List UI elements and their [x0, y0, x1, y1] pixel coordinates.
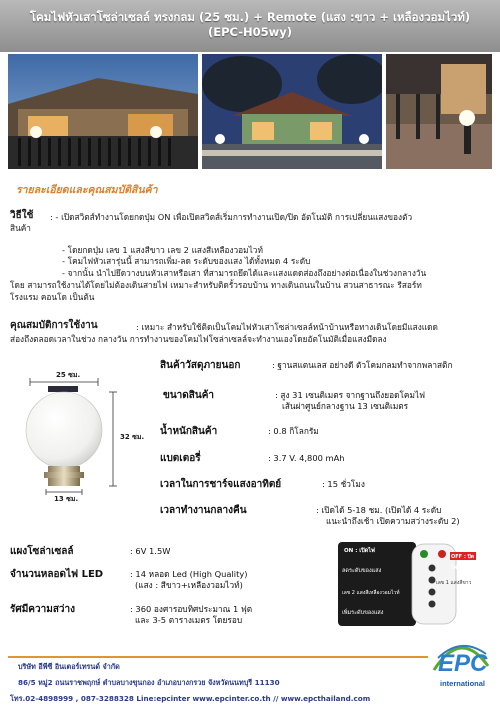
epc-logo [428, 636, 494, 692]
photo-house-night [8, 54, 198, 169]
usage-line1: : - เปิดสวิตส์ทำงานโดยกดปุ่ม ON เพื่อเปิดสวิตส์เริ่มการทำงานเปิด/ปิด อัตโนมัติ การเปลี่ยนแสงของตัว [50, 212, 413, 222]
logo-sub: international [440, 679, 486, 688]
page-title: โคมไฟหัวเสาโซล่าเซลล์ ทรงกลม (25 ซม.) + Remote (แสง :ขาว + เหลืองวอมไวท์) [29, 10, 471, 24]
remote-off-label: OFF : ปิดไฟ [451, 554, 474, 571]
battery-label: แบตเตอรี่ [160, 453, 201, 464]
night-label: เวลาทำงานกลางคืน [160, 505, 247, 516]
remote-on-button [420, 550, 428, 558]
usage-line6: โรงแรม คอนโด เป็นต้น [10, 292, 95, 302]
photo-walkway [386, 54, 492, 169]
section-title: รายละเอียดและคุณสมบัติสินค้า [16, 184, 158, 196]
remote-on-label: ON : เปิดไฟ [344, 548, 375, 554]
remote-increase-label: เพิ่มระดับของแสง [342, 610, 384, 616]
usage-block [10, 210, 33, 221]
weight-label: น้ำหนักสินค้า [160, 426, 218, 437]
footer-company: บริษัท อีพีซี อินเตอร์เทรนด์ จำกัด [18, 662, 120, 671]
usage-line2: - โดยกดปุ่ม เลข 1 แสงสีขาว เลข 2 แสงสีเหลืองวอมไวท์ [62, 245, 263, 255]
width-dimension: 25 ซม. [56, 371, 81, 379]
usage-label: วิธีใช้ [10, 210, 34, 221]
weight-value: : 0.8 กิโลกรัม [268, 426, 319, 436]
features-block [10, 320, 98, 331]
usage-line1b: สินค้า [10, 223, 31, 233]
product-drawing [8, 370, 158, 505]
remote-light1-label: เลข 1 แสงสีขาว [436, 580, 472, 586]
model-code: (EPC-H05wy) [207, 25, 293, 39]
remote-image [332, 538, 480, 630]
size-value2: เส้นผ่าศูนย์กลางฐาน 13 เซนติเมตร [282, 401, 409, 411]
usage-line4: - จากนั้น นำไปยึดวางบนหัวเสาหรือเสา ที่สามารถยึดได้และแสงแดดส่องถึงอย่างต่อเนื่องในช่วงกลางวัน [62, 268, 427, 278]
panel-value: : 6V 1.5W [130, 546, 171, 556]
logo-text: EPC [438, 650, 488, 677]
product-photos [8, 54, 492, 169]
features-line2: ส่องถึงตลอดเวลาในช่วง กลางวัน การทำงานของโคมไฟโซล่าเซลล์จะทำงานเองโดยอัตโนมัติเมื่อแสงมืดลง [10, 334, 387, 344]
usage-line5: โดย สามารถใช้งานได้โดยไม่ต้องเดินสายไฟ เหมาะสำหรับติดรั้วรอบบ้าน ทางเดินถนนในบ้าน สวนสาธารณะ รีสอร์ท [10, 280, 422, 290]
remote-light2-label: เลข 2 แสงสีเหลืองวอมไวท์ [342, 590, 400, 596]
features-line1: : เหมาะ สำหรับใช้ติดเป็นโคมไฟหัวเสาโซล่าเซลล์หน้าบ้านหรือทางเดินโดยมีแสงแดด [136, 322, 438, 332]
charge-value: : 15 ชั่วโมง [322, 479, 365, 489]
battery-value: : 3.7 V. 4,800 mAh [268, 453, 345, 463]
panel-label: แผงโซล่าเซลล์ [10, 546, 74, 557]
size-value1: : สูง 31 เซนติเมตร จากฐานถึงยอดโคมไฟ [275, 390, 425, 400]
led-value2: (แสง : สีขาว+เหลืองวอมไวท์) [135, 580, 243, 590]
page-header [0, 0, 500, 52]
led-value1: : 14 หลอด Led (High Quality) [130, 569, 248, 579]
material-value: : ฐานสแตนเลส อย่างดี ตัวโคมกลมทำจากพลาสติก [272, 360, 453, 370]
remote-brightness-label: ลดระดับของแสง [342, 568, 382, 574]
base-dimension: 13 ซม. [54, 495, 79, 503]
led-label: จำนวนหลอดไฟ LED [10, 569, 104, 580]
night-value2: แนะนำถึงเช้า เปิดความสว่างระดับ 2) [326, 516, 460, 526]
features-label: คุณสมบัติการใช้งาน [10, 320, 98, 331]
charge-label: เวลาในการชาร์จแสงอาทิตย์ [160, 479, 282, 490]
remote-off-button [438, 550, 446, 558]
usage-line3: - โคมไฟหัวเสารุ่นนี้ สามารถเพิ่ม-ลด ระดับของแสง ได้ทั้งหมด 4 ระดับ [62, 256, 311, 266]
radius-value1: : 360 องศารอบทิศประมาณ 1 ฟุต [130, 604, 253, 614]
photo-house-dusk [202, 54, 382, 169]
footer-contact: โทร.02-4898999 , 087-3288328 Line:epcinter www.epcinter.co.th // www.epcthailand.com [10, 694, 371, 703]
material-label: สินค้าวัสดุภายนอก [160, 360, 241, 371]
night-value1: : เปิดได้ 5-18 ชม. (เปิดได้ 4 ระดับ [316, 505, 442, 515]
height-dimension: 32 ซม. [120, 433, 145, 441]
footer-divider [8, 656, 428, 658]
size-label: ขนาดสินค้า [163, 390, 215, 401]
radius-value2: และ 3-5 ตารางเมตร โดยรอบ [135, 615, 243, 625]
footer-address: 86/5 หมู่2 ถนนราชพฤกษ์ ตำบลบางขุนกอง อำเภอบางกรวย จังหวัดนนทบุรี 11130 [18, 678, 280, 687]
radius-label: รัศมีความสว่าง [10, 604, 76, 615]
